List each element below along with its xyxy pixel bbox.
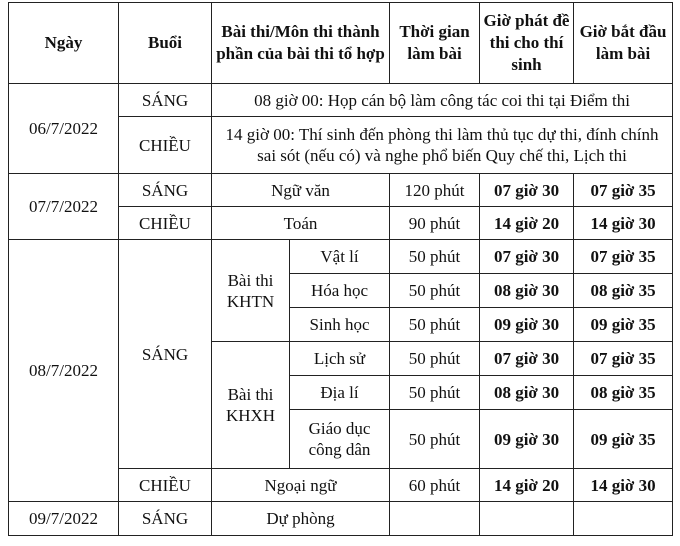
give-time-cell [480,502,574,536]
duration-cell: 50 phút [390,410,480,469]
start-time-cell: 08 giờ 35 [574,376,673,410]
day-cell: 07/7/2022 [9,174,119,240]
duration-cell [390,502,480,536]
group-cell-khxh: Bài thi KHXH [212,342,290,469]
header-ngay: Ngày [9,3,119,84]
subject-cell: Vật lí [290,240,390,274]
session-cell: CHIỀU [119,469,212,502]
duration-cell: 120 phút [390,174,480,207]
give-time-cell: 14 giờ 20 [480,469,574,502]
session-cell: SÁNG [119,174,212,207]
day-cell: 09/7/2022 [9,502,119,536]
start-time-cell: 09 giờ 35 [574,308,673,342]
start-time-cell: 14 giờ 30 [574,469,673,502]
subject-cell: Giáo dục công dân [290,410,390,469]
give-time-cell: 07 giờ 30 [480,342,574,376]
note-cell: 14 giờ 00: Thí sinh đến phòng thi làm thủ tục dự thi, đính chính sai sót (nếu có) và nghe phổ biến Quy chế thi, Lịch thi [212,117,673,174]
duration-cell: 60 phút [390,469,480,502]
subject-cell: Địa lí [290,376,390,410]
duration-cell: 50 phút [390,376,480,410]
give-time-cell: 09 giờ 30 [480,410,574,469]
subject-cell: Lịch sử [290,342,390,376]
table-row [9,502,673,536]
header-gio-bat-dau: Giờ bắt đầu làm bài [574,3,673,84]
header-row [9,3,673,84]
start-time-cell: 07 giờ 35 [574,174,673,207]
note-cell: 08 giờ 00: Họp cán bộ làm công tác coi thi tại Điểm thi [212,84,673,117]
duration-cell: 50 phút [390,240,480,274]
session-cell: CHIỀU [119,207,212,240]
session-cell: CHIỀU [119,117,212,174]
give-time-cell: 14 giờ 20 [480,207,574,240]
give-time-cell: 07 giờ 30 [480,240,574,274]
start-time-cell [574,502,673,536]
header-gio-phat: Giờ phát đề thi cho thí sinh [480,3,574,84]
start-time-cell: 07 giờ 35 [574,240,673,274]
table-row [9,240,673,274]
subject-cell: Sinh học [290,308,390,342]
start-time-cell: 09 giờ 35 [574,410,673,469]
start-time-cell: 08 giờ 35 [574,274,673,308]
subject-cell: Ngữ văn [212,174,390,207]
day-cell: 08/7/2022 [9,240,119,502]
start-time-cell: 14 giờ 30 [574,207,673,240]
table-row [9,84,673,117]
subject-cell: Ngoại ngữ [212,469,390,502]
header-bai-thi: Bài thi/Môn thi thành phần của bài thi tổ hợp [212,3,390,84]
subject-cell: Dự phòng [212,502,390,536]
give-time-cell: 08 giờ 30 [480,274,574,308]
group-cell-khtn: Bài thi KHTN [212,240,290,342]
duration-cell: 50 phút [390,342,480,376]
session-cell: SÁNG [119,240,212,469]
duration-cell: 90 phút [390,207,480,240]
give-time-cell: 08 giờ 30 [480,376,574,410]
day-cell: 06/7/2022 [9,84,119,174]
duration-cell: 50 phút [390,308,480,342]
table-row [9,174,673,207]
give-time-cell: 07 giờ 30 [480,174,574,207]
subject-cell: Toán [212,207,390,240]
give-time-cell: 09 giờ 30 [480,308,574,342]
exam-schedule-table [8,2,673,536]
duration-cell: 50 phút [390,274,480,308]
session-cell: SÁNG [119,84,212,117]
subject-cell: Hóa học [290,274,390,308]
session-cell: SÁNG [119,502,212,536]
header-thoi-gian: Thời gian làm bài [390,3,480,84]
start-time-cell: 07 giờ 35 [574,342,673,376]
header-buoi: Buổi [119,3,212,84]
